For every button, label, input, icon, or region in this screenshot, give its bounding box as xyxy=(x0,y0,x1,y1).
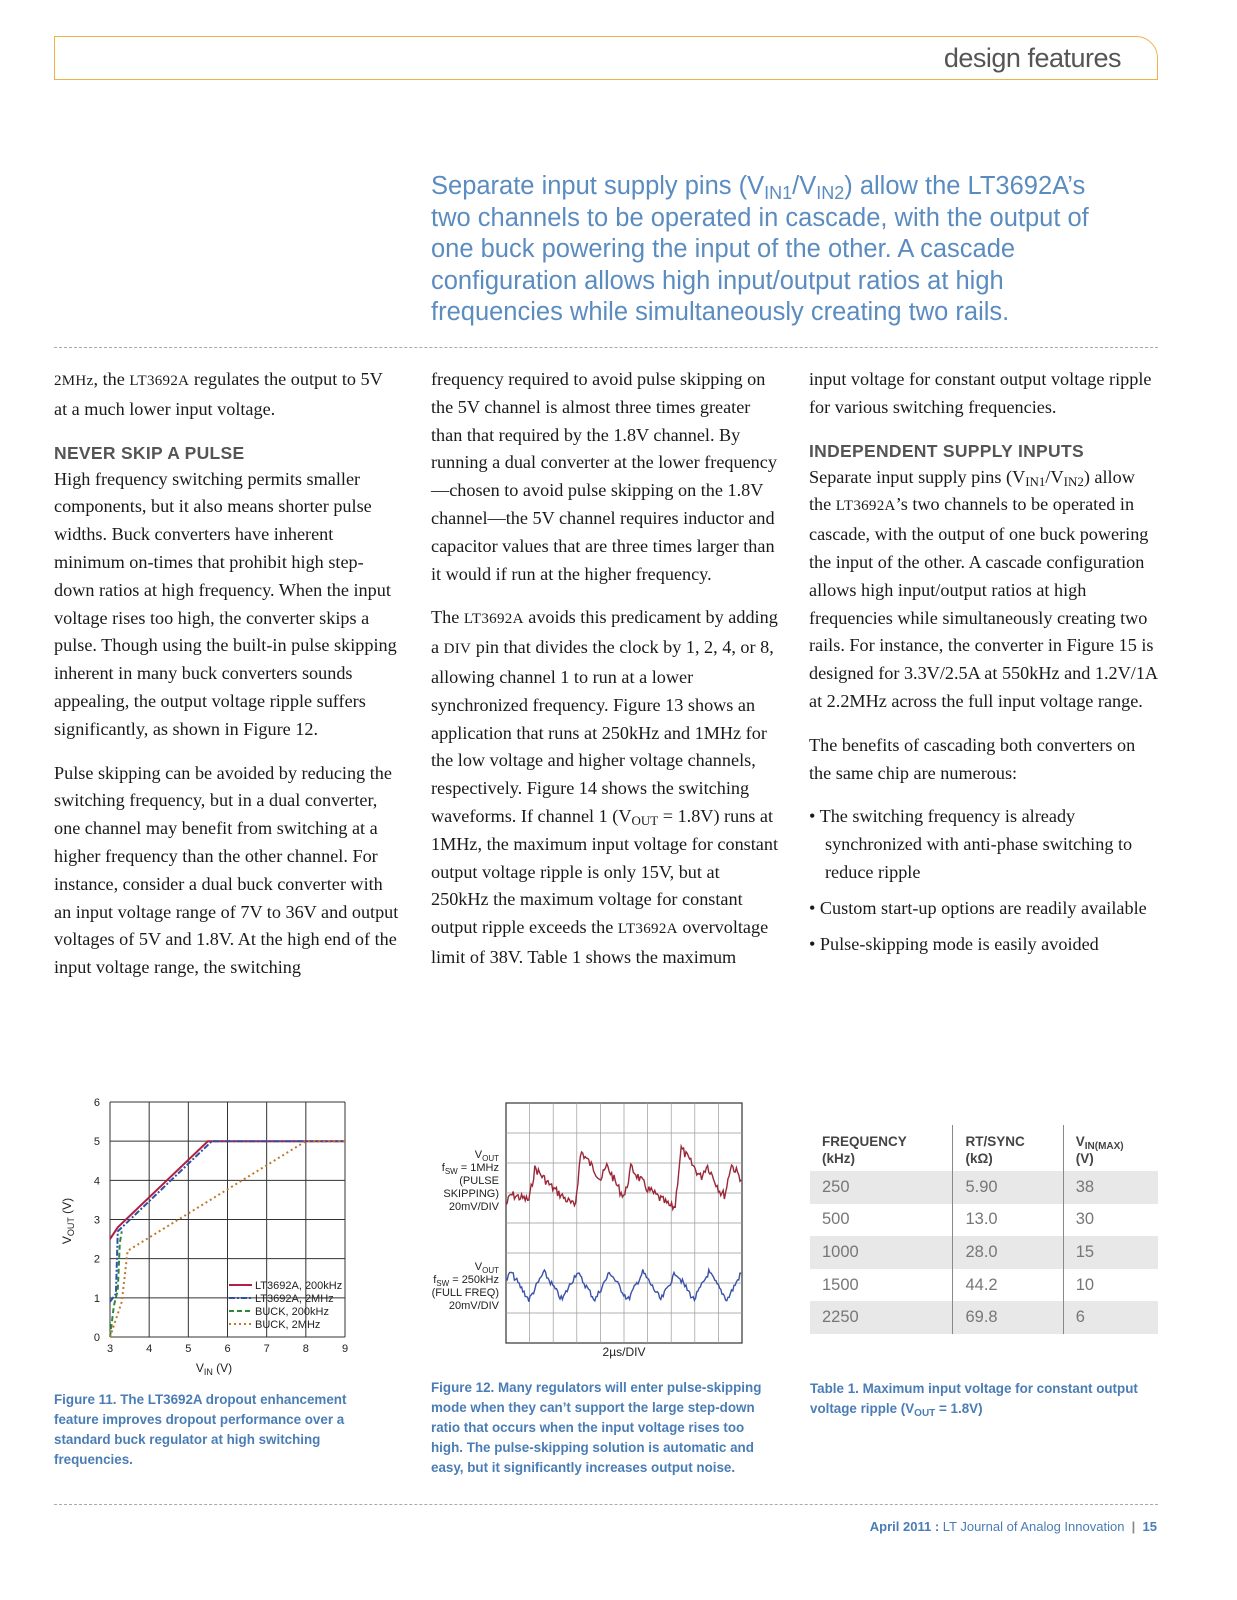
pull-quote-text: ) allow the LT3692A’s two channels to be operated in cascade, with the output of one buck powering the input of the other. A cascade configuration allows high input/output ratios at high frequencies while simultaneously creating two rails. xyxy=(431,172,1089,326)
footer-date: April 2011 : xyxy=(869,1519,940,1534)
pull-quote-sub: IN2 xyxy=(816,183,845,203)
table-cell: 1000 xyxy=(810,1236,953,1269)
subscript: OUT xyxy=(631,812,659,828)
figure-12-scope xyxy=(431,1095,761,1365)
x-tick-label: 7 xyxy=(263,1343,270,1355)
table-row xyxy=(810,1301,1158,1334)
paragraph: input voltage for constant output voltage ripple for various switching frequencies. xyxy=(809,369,1152,417)
x-axis-label: $V_{IN}$ (V) xyxy=(195,1361,233,1377)
y-tick-label: 2 xyxy=(93,1253,100,1266)
x-tick-label: 9 xyxy=(341,1343,349,1355)
trace-label: (PULSE xyxy=(459,1175,499,1187)
chart-legend xyxy=(229,1280,342,1331)
paragraph: Pulse skipping can be avoided by reducing the switching frequency, but in a dual converter, one channel may benefit from switching at a higher frequency than the other channel. For instance, consider a dual buck converter with an input voltage range of 7V to 36V and output voltages of 5V and 1.8V. At the high end of the input voltage range, the switching xyxy=(54,762,399,978)
text: , the xyxy=(93,369,130,389)
page-number: 15 xyxy=(1142,1519,1157,1534)
section-label: design features xyxy=(943,43,1121,73)
small-caps: LT3692A xyxy=(617,921,678,938)
trace-label: 20mV/DIV xyxy=(448,1300,499,1312)
table-row xyxy=(810,1204,1158,1237)
text: avoids this predicament by adding a xyxy=(431,607,778,658)
subscript: IN2 xyxy=(1063,473,1084,489)
section-heading: NEVER SKIP A PULSE xyxy=(54,442,245,463)
x-tick-label: 8 xyxy=(302,1343,309,1355)
table-cell: 38 xyxy=(1063,1171,1158,1204)
column-3 xyxy=(809,366,1159,966)
table-1 xyxy=(810,1125,1158,1334)
table-cell: 500 xyxy=(822,1210,850,1229)
paragraph: The benefits of cascading both converters on the same chip are numerous: xyxy=(809,734,1136,783)
section-heading: INDEPENDENT SUPPLY INPUTS xyxy=(809,440,1084,461)
table-cell: 6 xyxy=(1063,1301,1158,1334)
paragraph: frequency required to avoid pulse skipping on the 5V channel is almost three times greater than that required by the 1.8V channel. By running a dual converter at the lower frequency—chosen to avoid pulse skipping on the 1.8V channel—the 5V channel requires inductor and capacitor values that are three times larger than it would if run at the higher frequency. xyxy=(431,369,777,584)
small-caps: LT3692A xyxy=(129,373,190,389)
table-row xyxy=(810,1171,1158,1204)
x-tick-label: 5 xyxy=(185,1343,192,1355)
trace-label: (FULL FREQ) xyxy=(431,1287,499,1299)
trace-label: $V_{OUT}$ xyxy=(474,1261,499,1275)
trace-label: $f_{SW} = 250kHz$ xyxy=(433,1274,499,1288)
table-cell: 2250 xyxy=(810,1301,953,1334)
x-tick-label: 4 xyxy=(146,1343,153,1355)
small-caps: LT3692A xyxy=(835,498,896,515)
legend-label: BUCK, 2MHz xyxy=(255,1319,321,1331)
legend-label: LT3692A, 2MHz xyxy=(255,1293,334,1305)
series-line-pulse-skipping xyxy=(506,1146,741,1209)
y-tick-label: 1 xyxy=(93,1292,100,1305)
column-header: $V_{IN(MAX)}$ (V) xyxy=(1063,1125,1158,1171)
pull-quote-text: /V xyxy=(792,172,817,200)
table-cell: 1500 xyxy=(822,1275,859,1294)
bullet-item: • Custom start-up options are readily available xyxy=(809,897,1147,918)
text: pin that divides the clock by 1, 2, 4, or 8, allowing channel 1 to run at a lower synchronized frequency. Figure 13 shows an application that runs at 250kHz and 1MHz for the low voltage and higher voltage channels, respectively. Figure 14 shows the switching waveforms. If channel 1 (V xyxy=(431,637,774,826)
legend-label: BUCK, 200kHz xyxy=(255,1306,329,1318)
y-tick-label: 5 xyxy=(93,1136,100,1149)
scope-grid xyxy=(506,1103,742,1343)
table-header-row xyxy=(810,1125,1158,1171)
y-tick-label: 4 xyxy=(93,1175,100,1188)
table-cell: 15 xyxy=(1063,1236,1158,1269)
paragraph xyxy=(431,604,781,971)
small-caps: LT3692A xyxy=(463,611,524,628)
pull-quote-sub: IN1 xyxy=(764,183,793,203)
page-footer xyxy=(870,1519,1157,1534)
x-tick-label: 6 xyxy=(224,1343,231,1355)
series-line-full-freq xyxy=(506,1269,741,1301)
small-caps: DIV xyxy=(443,641,472,658)
pull-quote xyxy=(431,171,1131,329)
table-cell: 28.0 xyxy=(953,1236,1063,1269)
text: The xyxy=(431,607,464,628)
pull-quote-text: Separate input supply pins (V xyxy=(431,172,765,200)
text: overvoltage limit of 38V. Table 1 shows the maximum xyxy=(431,917,769,967)
table-cell: 69.8 xyxy=(953,1301,1063,1334)
trace-label: $f_{SW} = 1MHz$ xyxy=(441,1162,499,1176)
small-caps: 2MHz xyxy=(54,373,94,389)
y-tick-label: 0 xyxy=(93,1332,100,1344)
section-banner xyxy=(54,36,1158,80)
column-1 xyxy=(54,366,399,998)
trace-label: 20mV/DIV xyxy=(448,1201,499,1213)
table-cell: 44.2 xyxy=(953,1269,1063,1302)
table-cell: 30 xyxy=(1063,1204,1158,1237)
y-axis-label: $V_{OUT}$ (V) xyxy=(60,1197,76,1245)
y-tick-label: 6 xyxy=(93,1097,100,1109)
x-tick-label: 3 xyxy=(106,1343,114,1355)
column-2 xyxy=(431,366,781,988)
figure-12-caption: Figure 12. Many regulators will enter pulse-skipping mode when they can’t support the large step-down ratio that occurs when the input voltage rises too high. The pulse-skipping solution is automatic and easy, but it significantly increases output noise. xyxy=(431,1380,762,1475)
bullet-item: • Pulse-skipping mode is easily avoided xyxy=(809,933,1099,954)
table-cell: 10 xyxy=(1063,1269,1158,1302)
legend-label: LT3692A, 200kHz xyxy=(255,1280,343,1292)
table-1-caption: Table 1. Maximum input voltage for constant output voltage ripple $(V_{OUT} = 1.8V)$ xyxy=(810,1381,1138,1419)
bottom-divider xyxy=(54,1504,1158,1505)
paragraph xyxy=(809,464,1159,716)
column-header: RT/SYNC (kΩ) xyxy=(953,1125,1063,1171)
paragraph: High frequency switching permits smaller components, but it also means shorter pulse widths. Buck converters have inherent minimum on-times that prohibit high step-down ratios at high frequency. When the input voltage rises too high, the converter skips a pulse. Though using the built-in pulse skipping inherent in many buck converters sounds appealing, the output voltage ripple suffers significantly, as shown in Figure 12. xyxy=(54,468,397,739)
y-tick-label: 3 xyxy=(93,1214,100,1227)
table-row xyxy=(810,1269,1158,1302)
table-cell: 250 xyxy=(810,1171,953,1204)
text: ) allow the xyxy=(809,466,1135,515)
text: = 1.8V) runs at 1MHz, the maximum input voltage for constant output voltage ripple is only 15V, but at 250kHz the maximum voltage for constant output ripple exceeds the xyxy=(431,805,779,938)
footer-journal: LT Journal of Analog Innovation xyxy=(939,1519,1125,1534)
text: Separate input supply pins (V xyxy=(809,466,1026,487)
trace-label-bottom xyxy=(432,1261,500,1312)
table-row xyxy=(810,1236,1158,1269)
trace-label-top xyxy=(442,1149,500,1213)
footer-separator: | xyxy=(1131,1519,1136,1534)
text: ’s two channels to be operated in cascade, with the output of one buck powering the input of the other. A cascade configuration allows high input/output ratios at high frequencies while simultaneously creating two rails. For instance, the converter in Figure 15 is designed for 3.3V/2.5A at 550kHz and 1.2V/1A at 2.2MHz across the full input voltage range. xyxy=(809,494,1158,711)
x-axis-label: 2µs/DIV xyxy=(602,1345,646,1359)
paragraph xyxy=(54,366,399,424)
table-cell: 13.0 xyxy=(953,1204,1063,1237)
text: /V xyxy=(1045,466,1064,487)
figure-11-caption: Figure 11. The LT3692A dropout enhancement feature improves dropout performance over a standard buck regulator at high switching frequencies. xyxy=(54,1392,347,1467)
column-header: FREQUENCY (kHz) xyxy=(822,1134,907,1166)
bullet-item: • The switching frequency is already synchronized with anti-phase switching to reduce ripple xyxy=(809,806,1133,882)
trace-label: $V_{OUT}$ xyxy=(474,1149,499,1163)
text: regulates the output to 5V at a much lower input voltage. xyxy=(54,369,383,419)
figure-11-chart xyxy=(54,1090,354,1380)
subscript: IN1 xyxy=(1025,473,1046,489)
trace-label: SKIPPING) xyxy=(443,1188,499,1200)
table-cell: 5.90 xyxy=(953,1171,1063,1204)
top-divider xyxy=(54,347,1158,348)
